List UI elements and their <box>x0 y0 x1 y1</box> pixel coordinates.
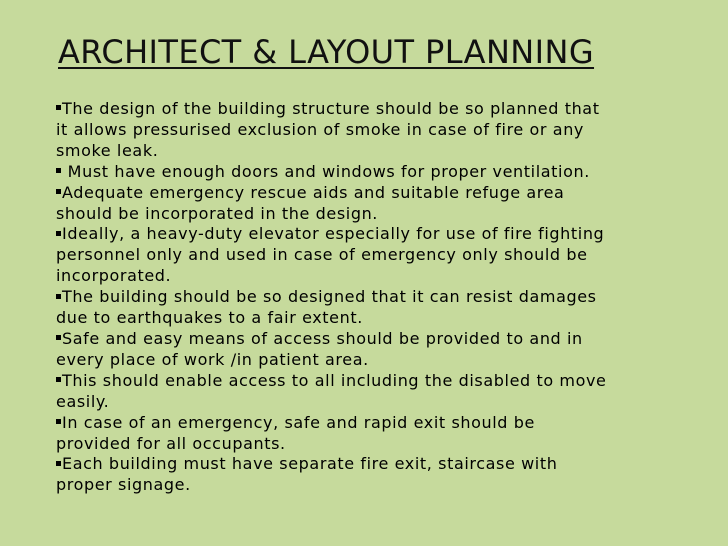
bullet-line <box>56 287 696 308</box>
bullet-line <box>56 224 696 245</box>
bullet-square-icon <box>56 377 61 382</box>
bullet-text: In case of an emergency, safe and rapid exit should be <box>62 412 535 432</box>
slide-title: ARCHITECT & LAYOUT PLANNING <box>58 33 595 71</box>
bullet-item <box>56 162 696 183</box>
bullet-line <box>56 183 696 204</box>
bullet-square-icon <box>56 189 61 194</box>
bullet-line: personnel only and used in case of emergency only should be <box>56 245 588 265</box>
bullet-square-icon <box>56 105 61 110</box>
bullet-line <box>56 413 696 434</box>
bullet-line: due to earthquakes to a fair extent. <box>56 308 363 328</box>
bullet-list <box>56 99 696 496</box>
bullet-line: it allows pressurised exclusion of smoke in case of fire or any <box>56 119 585 139</box>
bullet-text: The design of the building structure should be so planned that <box>62 99 600 118</box>
bullet-item <box>56 454 696 496</box>
bullet-line: every place of work /in patient area. <box>56 349 369 369</box>
bullet-text: Each building must have separate fire exit, staircase with <box>62 454 558 474</box>
bullet-line: smoke leak. <box>56 140 159 160</box>
bullet-text: Must have enough doors and windows for proper ventilation. <box>62 161 590 181</box>
bullet-square-icon <box>56 461 61 466</box>
bullet-line <box>56 329 696 350</box>
bullet-text: Ideally, a heavy-duty elevator especially for use of fire fighting <box>62 224 605 244</box>
bullet-text: This should enable access to all including the disabled to move <box>62 370 607 390</box>
bullet-line <box>56 162 696 183</box>
bullet-square-icon <box>56 335 61 340</box>
bullet-line <box>56 454 696 475</box>
bullet-text: The building should be so designed that it can resist damages <box>62 287 597 307</box>
bullet-line: should be incorporated in the design. <box>56 203 378 223</box>
bullet-line: easily. <box>56 391 110 411</box>
bullet-line <box>56 99 696 120</box>
bullet-line <box>56 371 696 392</box>
bullet-item <box>56 287 696 329</box>
bullet-item <box>56 183 696 225</box>
bullet-line: proper signage. <box>56 475 191 495</box>
bullet-text: Safe and easy means of access should be provided to and in <box>62 328 583 348</box>
bullet-line: incorporated. <box>56 266 172 286</box>
bullet-square-icon <box>56 231 61 236</box>
bullet-square-icon <box>56 294 61 299</box>
bullet-square-icon <box>56 419 61 424</box>
bullet-square-icon <box>56 168 61 173</box>
bullet-item <box>56 413 696 455</box>
bullet-item <box>56 224 696 287</box>
bullet-item <box>56 99 696 162</box>
bullet-line: provided for all occupants. <box>56 433 286 453</box>
bullet-item <box>56 371 696 413</box>
bullet-item <box>56 329 696 371</box>
bullet-text: Adequate emergency rescue aids and suitable refuge area <box>62 182 565 202</box>
